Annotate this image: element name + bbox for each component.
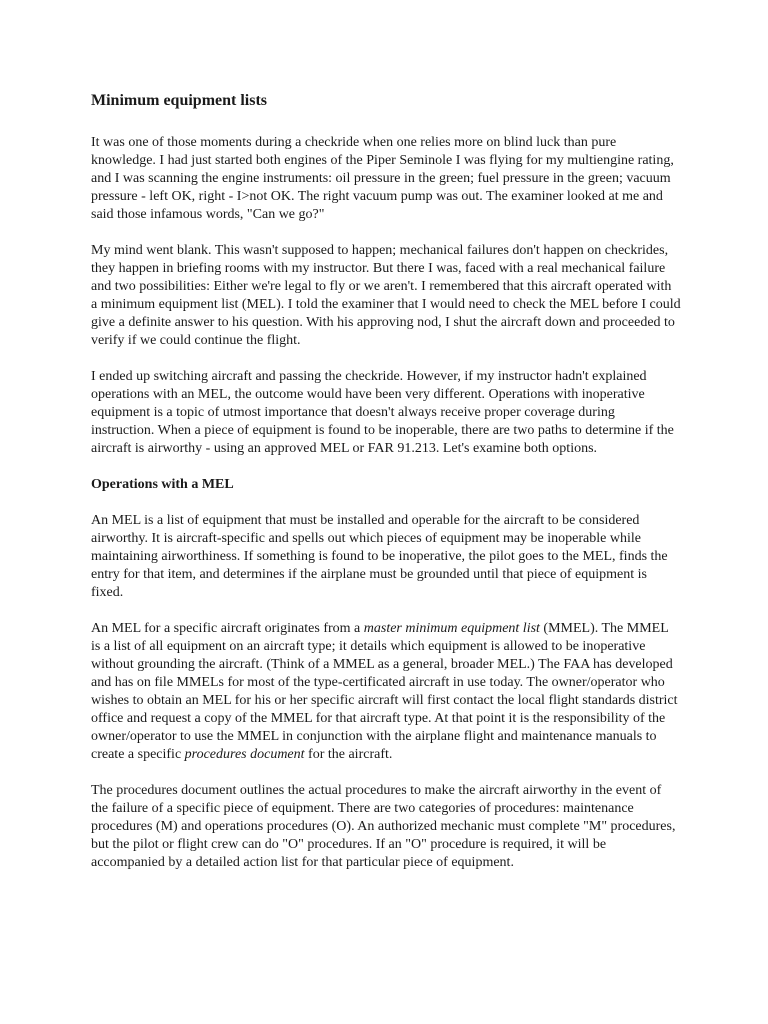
document-page	[91, 91, 681, 890]
paragraph-4: An MEL is a list of equipment that must be installed and operable for the aircraft to be considered airworthy. It is aircraft-specific and spells out which pieces of equipment may be inoperable while maintaining airworthiness. If something is found to be inoperative, the pilot goes to the MEL, finds the entry for that item, and determines if the airplane must be grounded until that piece of equipment is fixed.	[91, 513, 668, 600]
section-heading-operations-with-mel: Operations with a MEL	[91, 477, 234, 492]
term-mmel: master minimum equipment list	[363, 621, 540, 636]
paragraph-5-text-3: for the aircraft.	[304, 747, 393, 762]
paragraph-3: I ended up switching aircraft and passing the checkride. However, if my instructor hadn't explained operations with an MEL, the outcome would have been very different. Operations with inoperative equipment is a topic of utmost importance that doesn't always receive proper coverage during instruction. When a piece of equipment is found to be inoperable, there are two paths to determine if the aircraft is airworthy - using an approved MEL or FAR 91.213. Let's examine both options.	[91, 369, 674, 456]
paragraph-5	[91, 620, 681, 764]
term-procedures-document: procedures document	[184, 747, 305, 762]
paragraph-6: The procedures document outlines the actual procedures to make the aircraft airworthy in the event of the failure of a specific piece of equipment. There are two categories of procedures: maintenance procedures (M) and operations procedures (O). An authorized mechanic must complete "M" procedures, but the pilot or flight crew can do "O" procedures. If an "O" procedure is required, it will be accompanied by a detailed action list for that particular piece of equipment.	[91, 783, 676, 870]
paragraph-5-text-1: An MEL for a specific aircraft originates from a	[91, 621, 364, 636]
paragraph-5-text-2: (MMEL). The MMEL is a list of all equipment on an aircraft type; it details which equipment is allowed to be inoperative without grounding the aircraft. (Think of a MMEL as a general, broader MEL.) The FAA has developed and has on file MMELs for most of the type-certificated aircraft in use today. The owner/operator who wishes to obtain an MEL for his or her specific aircraft will first contact the local flight standards district office and request a copy of the MMEL for that aircraft type. At that point it is the responsibility of the owner/operator to use the MMEL in conjunction with the airplane flight and maintenance manuals to create a specific	[91, 621, 678, 762]
paragraph-2: My mind went blank. This wasn't supposed to happen; mechanical failures don't happen on checkrides, they happen in briefing rooms with my instructor. But there I was, faced with a real mechanical failure and two possibilities: Either we're legal to fly or we aren't. I remembered that this aircraft operated with a minimum equipment list (MEL). I told the examiner that I would need to check the MEL before I could give a definite answer to his question. With his approving nod, I shut the aircraft down and proceeded to verify if we could continue the flight.	[91, 243, 681, 348]
paragraph-1: It was one of those moments during a checkride when one relies more on blind luck than pure knowledge. I had just started both engines of the Piper Seminole I was flying for my multiengine rating, and I was scanning the engine instruments: oil pressure in the green; fuel pressure in the green; vacuum pressure - left OK, right - I>not OK. The right vacuum pump was out. The examiner looked at me and said those infamous words, "Can we go?"	[91, 135, 674, 222]
article-title: Minimum equipment lists	[91, 92, 268, 109]
